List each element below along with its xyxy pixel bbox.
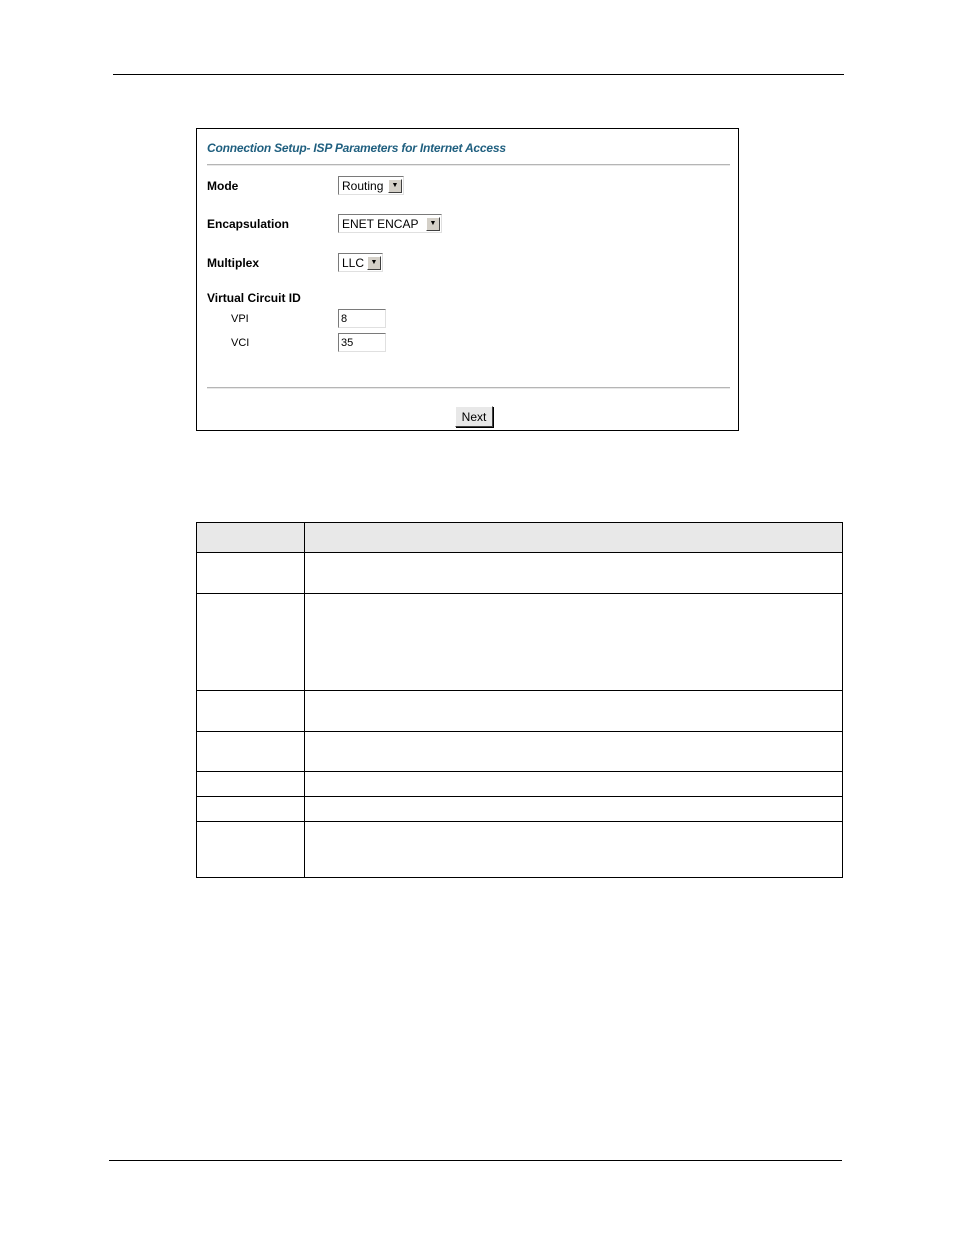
table-row [197,772,842,797]
page-header-rule [113,74,844,75]
multiplex-select-value: LLC [342,255,365,270]
table-row [197,553,842,594]
mode-select-value: Routing [342,178,384,193]
chevron-down-icon[interactable]: ▼ [367,256,381,270]
vci-input[interactable] [338,333,386,352]
vpi-label: VPI [231,313,249,325]
mode-label: Mode [207,179,239,193]
virtual-circuit-id-label: Virtual Circuit ID [207,291,301,305]
multiplex-label: Multiplex [207,256,260,270]
panel-title: Connection Setup- ISP Parameters for Internet Access [207,141,506,155]
page-footer-rule [109,1160,842,1161]
connection-setup-panel [196,128,739,431]
multiplex-select[interactable] [338,253,383,272]
encapsulation-select[interactable] [338,214,442,233]
vpi-input[interactable] [338,309,386,328]
field-description-table [196,522,843,878]
vci-label: VCI [231,337,250,349]
mode-select[interactable] [338,176,404,195]
bottom-divider [207,387,730,389]
encapsulation-select-value: ENET ENCAP [342,216,419,231]
table-header-row [197,523,842,553]
table-row [197,797,842,822]
chevron-down-icon[interactable]: ▼ [388,179,402,193]
table-row [197,594,842,691]
chevron-down-icon[interactable]: ▼ [426,217,440,231]
next-button[interactable]: Next [455,406,493,427]
table-column-divider [304,523,305,877]
table-row [197,691,842,732]
encapsulation-label: Encapsulation [207,217,290,231]
table-row [197,732,842,772]
title-divider [207,164,730,166]
